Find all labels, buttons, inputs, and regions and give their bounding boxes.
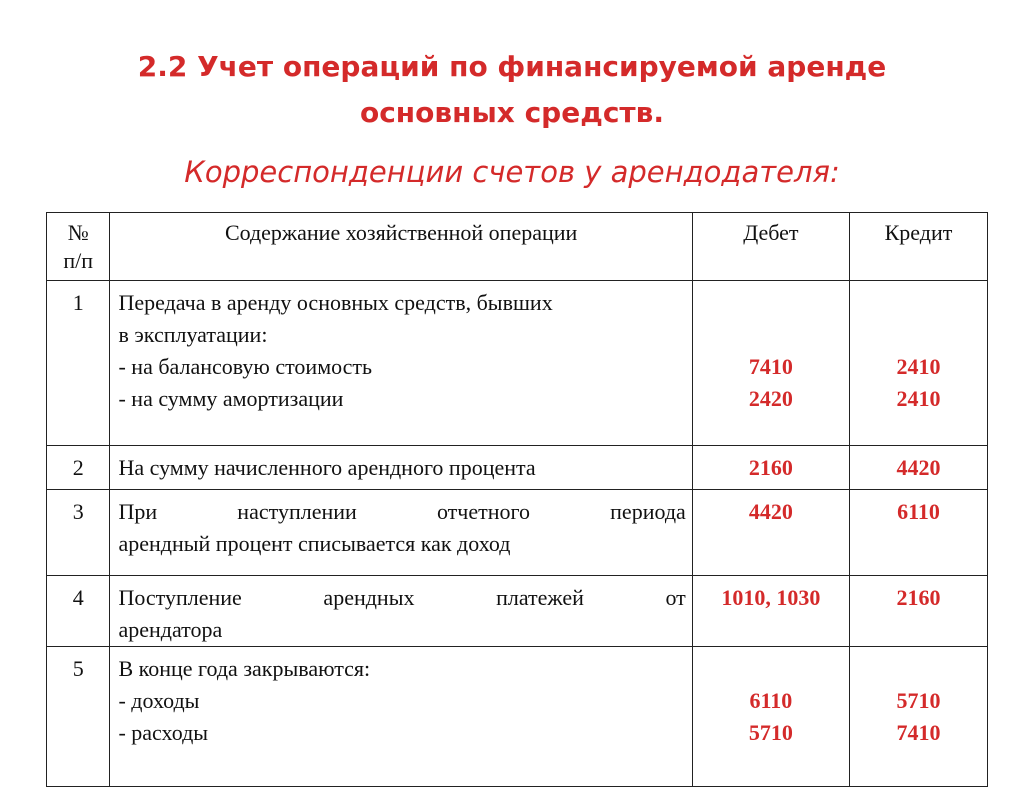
credit-value: 5710	[896, 688, 941, 713]
description-line: Передача в аренду основных средств, бывших	[118, 290, 553, 315]
row-debit	[692, 576, 849, 647]
row-description	[110, 281, 692, 446]
credit-value: 4420	[896, 455, 941, 480]
row-num: 4	[47, 576, 110, 647]
table-row	[47, 576, 988, 647]
credit-value: 2410	[896, 386, 941, 411]
table-header-row	[47, 213, 988, 281]
operations-table	[46, 212, 988, 787]
header-debit: Дебет	[692, 213, 849, 281]
page-subtitle: Корреспонденции счетов у арендодателя:	[184, 155, 840, 189]
debit-value: 6110	[749, 688, 793, 713]
row-debit	[692, 647, 849, 787]
row-num: 3	[47, 490, 110, 576]
credit-value: 2160	[896, 585, 941, 610]
table-row	[47, 446, 988, 490]
row-num: 1	[47, 281, 110, 446]
description-line: - расходы	[118, 720, 209, 745]
table-row	[47, 490, 988, 576]
debit-value: 1010, 1030	[721, 585, 821, 610]
table-row	[47, 647, 988, 787]
row-description	[110, 576, 692, 647]
description-line: - на сумму амортизации	[118, 386, 344, 411]
page-title	[0, 44, 1024, 136]
debit-value: 5710	[748, 720, 793, 745]
credit-value: 2410	[896, 354, 941, 379]
row-debit	[692, 490, 849, 576]
description-line: - на балансовую стоимость	[118, 354, 373, 379]
debit-value: 2420	[748, 386, 793, 411]
description-line: арендатора	[118, 617, 223, 642]
row-description	[110, 647, 692, 787]
description-line: - доходы	[118, 688, 200, 713]
row-debit	[692, 446, 849, 490]
title-line-2: основных средств.	[359, 96, 665, 129]
debit-value: 4420	[748, 499, 793, 524]
description-line: В конце года закрываются:	[118, 656, 371, 681]
description-line: в эксплуатации:	[118, 322, 268, 347]
row-description	[110, 490, 692, 576]
title-line-1: 2.2 Учет операций по финансируемой аренде	[137, 50, 887, 83]
description-line: На сумму начисленного арендного процента	[118, 455, 536, 480]
debit-value: 2160	[748, 455, 793, 480]
description-line: арендный процент списывается как доход	[118, 531, 511, 556]
row-credit	[849, 446, 987, 490]
row-credit	[849, 281, 987, 446]
header-credit: Кредит	[849, 213, 987, 281]
header-description: Содержание хозяйственной операции	[110, 213, 692, 281]
row-debit	[692, 281, 849, 446]
row-description	[110, 446, 692, 490]
description-line: Поступление арендных платежей от	[118, 585, 686, 610]
table-row	[47, 281, 988, 446]
row-num: 5	[47, 647, 110, 787]
row-credit	[849, 647, 987, 787]
row-credit	[849, 490, 987, 576]
header-num	[47, 213, 110, 281]
debit-value: 7410	[748, 354, 793, 379]
description-line: При наступлении отчетного периода	[118, 499, 686, 524]
header-num-line-1: №	[67, 220, 89, 245]
credit-value: 7410	[896, 720, 941, 745]
row-credit	[849, 576, 987, 647]
row-num: 2	[47, 446, 110, 490]
header-num-line-2: п/п	[63, 248, 94, 273]
credit-value: 6110	[897, 499, 940, 524]
